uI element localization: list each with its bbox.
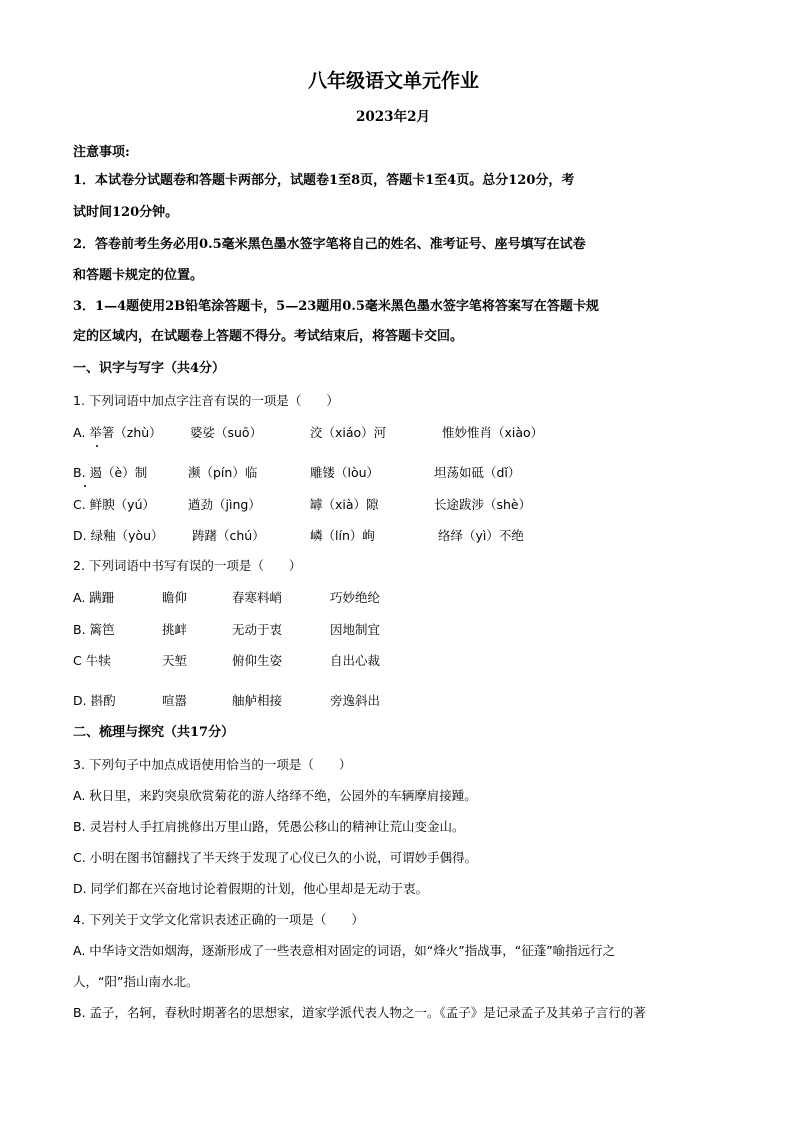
q4-stem: 4. 下列关于文学文化常识表述正确的一项是（ ） bbox=[73, 912, 364, 927]
q4-option-a-line-1: A. 中华诗文浩如烟海，逐渐形成了一些表意相对固定的词语，如“烽火”指战事，“征蓬”喻指远行之 bbox=[73, 943, 616, 958]
q3-option-d: D. 同学们都在兴奋地讨论着假期的计划，他心里却是无动于衷。 bbox=[73, 881, 429, 896]
section-1-heading: 一、识字与写字（共4分） bbox=[73, 361, 226, 376]
notes-heading: 注意事项: bbox=[73, 145, 130, 160]
emphasis-dot bbox=[84, 485, 86, 487]
q1-option-b-col1: B. 遏（è）制 bbox=[73, 465, 148, 480]
note-1-line-2: 试时间120分钟。 bbox=[73, 205, 179, 220]
note-3-line-2: 定的区域内，在试题卷上答题不得分。考试结束后，将答题卡交回。 bbox=[73, 329, 464, 344]
q3-option-a: A. 秋日里，来趵突泉欣赏菊花的游人络绎不绝，公园外的车辆摩肩接踵。 bbox=[73, 788, 477, 803]
emphasis-dot bbox=[96, 445, 98, 447]
q3-option-c: C. 小明在图书馆翻找了半天终于发现了心仪已久的小说，可谓妙手偶得。 bbox=[73, 850, 478, 865]
q1-option-b-col3: 雕镂（lòu） bbox=[310, 465, 380, 480]
q2-option-b-col1: B. 篱笆 bbox=[73, 622, 115, 637]
q1-option-a-col1: A. 举箸（zhù） bbox=[73, 425, 162, 440]
q1-option-d-col3: 嶙（lín）峋 bbox=[310, 528, 375, 543]
q2-option-a-col1: A. 蹒跚 bbox=[73, 590, 115, 605]
q1-option-c-col1: C. 鲜腴（yú） bbox=[73, 497, 155, 512]
q2-option-a-col2: 瞻仰 bbox=[162, 590, 188, 605]
q1-option-c-col3: 罅（xià）隙 bbox=[310, 497, 379, 512]
q2-option-c-col1: C 牛犊 bbox=[73, 653, 111, 668]
q1-option-c-col2: 遒劲（jìng） bbox=[188, 497, 261, 512]
q4-option-b-line-1: B. 孟子，名轲，春秋时期著名的思想家，道家学派代表人物之一。《孟子》是记录孟子及其弟子言行的著 bbox=[73, 1005, 646, 1020]
q2-option-b-col3: 无动于衷 bbox=[232, 622, 283, 637]
exam-date: 2023年2月 bbox=[356, 109, 430, 125]
q1-option-a-col3: 洨（xiáo）河 bbox=[310, 425, 387, 440]
q2-option-a-col4: 巧妙绝纶 bbox=[330, 590, 381, 605]
page-title: 八年级语文单元作业 bbox=[308, 70, 480, 92]
note-1-line-1: 1．本试卷分试题卷和答题卡两部分，试题卷1至8页，答题卡1至4页。总分120分，考 bbox=[73, 173, 575, 188]
q1-option-d-col4: 络绎（yì）不绝 bbox=[438, 528, 524, 543]
q2-stem: 2. 下列词语中书写有误的一项是（ ） bbox=[73, 558, 302, 573]
q2-option-a-col3: 春寒料峭 bbox=[232, 590, 283, 605]
q1-stem: 1. 下列词语中加点字注音有误的一项是（ ） bbox=[73, 393, 339, 408]
q3-stem: 3. 下列句子中加点成语使用恰当的一项是（ ） bbox=[73, 757, 352, 772]
q1-option-a-col4: 惟妙惟肖（xiào） bbox=[442, 425, 544, 440]
q1-option-d-col2: 踌躇（chú） bbox=[192, 528, 265, 543]
note-3-line-1: 3．1—4题使用2B铅笔涂答题卡，5—23题用0.5毫米黑色墨水签字笔将答案写在答题卡规 bbox=[73, 299, 599, 314]
q1-option-b-col2: 濒（pín）临 bbox=[188, 465, 258, 480]
q2-option-c-col4: 自出心裁 bbox=[330, 653, 381, 668]
q2-option-b-col2: 挑衅 bbox=[162, 622, 188, 637]
q2-option-d-col1: D. 斟酌 bbox=[73, 693, 116, 708]
note-2-line-2: 和答题卡规定的位置。 bbox=[73, 268, 204, 283]
q2-option-d-col2: 喧嚣 bbox=[162, 693, 188, 708]
section-2-heading: 二、梳理与探究（共17分） bbox=[73, 725, 235, 740]
q2-option-d-col4: 旁逸斜出 bbox=[330, 693, 381, 708]
q1-option-d-col1: D. 绿釉（yòu） bbox=[73, 528, 164, 543]
q2-option-b-col4: 因地制宜 bbox=[330, 622, 381, 637]
q1-option-c-col4: 长途跋涉（shè） bbox=[434, 497, 532, 512]
q4-option-a-line-2: 人，“阳”指山南水北。 bbox=[73, 974, 199, 989]
q1-option-a-col2: 婆娑（suō） bbox=[190, 425, 263, 440]
q2-option-c-col3: 俯仰生姿 bbox=[232, 653, 283, 668]
note-2-line-1: 2．答卷前考生务必用0.5毫米黑色墨水签字笔将自己的姓名、准考证号、座号填写在试卷 bbox=[73, 237, 586, 252]
q2-option-c-col2: 天堑 bbox=[162, 653, 188, 668]
q3-option-b: B. 灵岩村人手扛肩挑修出万里山路，凭愚公移山的精神让荒山变金山。 bbox=[73, 819, 465, 834]
q1-option-b-col4: 坦荡如砥（dǐ） bbox=[434, 465, 521, 480]
q2-option-d-col3: 舳舻相接 bbox=[232, 693, 283, 708]
